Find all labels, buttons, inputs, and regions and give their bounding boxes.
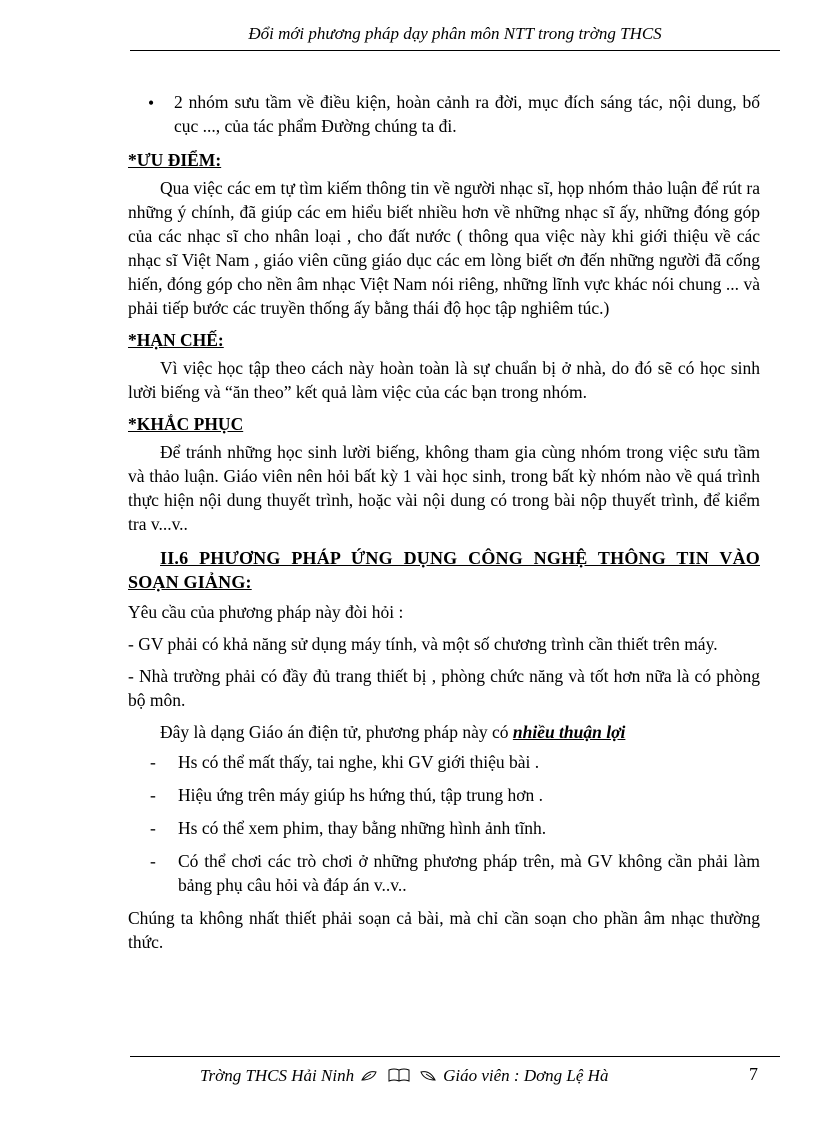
header-divider [130,50,780,51]
dash-icon: - [150,818,156,838]
dash-icon: - [150,851,156,871]
closing-paragraph: Chúng ta không nhất thiết phải soạn cả bài, mà chỉ cần soạn cho phần âm nhạc thường thức. [128,908,760,952]
remedy-heading: *KHẮC PHỤC [128,414,244,434]
dash-icon: - [150,752,156,772]
bullet-item [128,90,760,138]
leaf-icon [361,1067,377,1087]
page-header: Đổi mới phương pháp dạy phân môn NTT trong trờng THCS [248,24,662,43]
list-item-text: Hs có thể xem phim, thay bằng những hình ảnh tĩnh. [178,818,547,838]
dash-icon: - [150,785,156,805]
requirement-item-1: - GV phải có khả năng sử dụng máy tính, và một số chương trình cần thiết trên máy. [128,634,718,654]
limitations-paragraph: Vì việc học tập theo cách này hoàn toàn là sự chuẩn bị ở nhà, do đó sẽ có học sinh lười biếng và “ăn theo” kết quả làm việc của các bạn trong nhóm. [128,358,760,402]
leaf-icon [420,1067,436,1087]
remedy-paragraph: Để tránh những học sinh lười biếng, không tham gia cùng nhóm trong việc sưu tầm và thảo luận. Giáo viên nên hỏi bất kỳ 1 vài học sinh, trong bất kỳ nhóm nào về quá trình thực hiện nội dung thuyết trình, hoặc vài nội dung có trong bài nộp thuyết trình, để kiểm tra v...v.. [128,442,760,534]
benefits-list [128,750,760,897]
advantages-paragraph: Qua việc các em tự tìm kiếm thông tin về người nhạc sĩ, họp nhóm thảo luận để rút ra những ý chính, đã giúp các em hiểu biết nhiều hơn về những nhạc sĩ ấy, những đóng góp của các nhạc sĩ cho nhân loại , cho đất nước ( thông qua việc này khi giới thiệu về các nhạc sĩ Việt Nam , giáo viên cũng giáo dục các em lòng biết ơn đến những người đã cống hiến, đóng góp cho nền âm nhạc Việt Nam nói riêng, những lĩnh vực khác nói chung ... và phải tiếp bước các truyền thống ấy bằng thái độ học tập nghiêm túc.) [128,178,760,318]
list-item-text: Hiệu ứng trên máy giúp hs hứng thú, tập trung hơn . [178,785,544,805]
footer-text [200,1066,608,1088]
footer-divider [130,1056,780,1057]
list-item [128,849,760,897]
footer-school: Trờng THCS Hải Ninh [200,1066,355,1085]
section-heading: II.6 PHƯƠNG PHÁP ỨNG DỤNG CÔNG NGHỆ THÔNG TIN VÀO SOẠN GIẢNG: [128,548,760,592]
list-item [128,783,760,807]
page-number: 7 [749,1064,758,1084]
limitations-heading: *HẠN CHẾ: [128,330,224,350]
list-item [128,750,760,774]
list-item-text: Có thể chơi các trò chơi ở những phương pháp trên, mà GV không cần phải làm bảng phụ câu hỏi và đáp án v..v.. [178,851,760,895]
document-body [128,90,760,954]
footer-teacher: Giáo viên : Dơng Lệ Hà [443,1066,609,1085]
book-icon [388,1067,410,1088]
list-item [128,816,760,840]
list-item-text: Hs có thể mất thấy, tai nghe, khi GV giới thiệu bài . [178,752,540,772]
requirement-item-2: - Nhà trường phải có đầy đủ trang thiết bị , phòng chức năng và tốt hơn nữa là có phòng bộ môn. [128,666,760,710]
advantages-heading: *ƯU ĐIỂM: [128,150,222,170]
requirement-intro: Yêu cầu của phương pháp này đòi hỏi : [128,602,404,622]
bullet-dot-icon: • [148,93,155,113]
advantages-intro [128,720,760,744]
bullet-text: 2 nhóm sưu tầm về điều kiện, hoàn cảnh ra đời, mục đích sáng tác, nội dung, bố cục ..., của tác phẩm Đường chúng ta đi. [174,92,760,136]
advantages-intro-text: Đây là dạng Giáo án điện tử, phương pháp này có [160,722,513,742]
advantages-intro-emphasis: nhiều thuận lợi [512,722,626,742]
